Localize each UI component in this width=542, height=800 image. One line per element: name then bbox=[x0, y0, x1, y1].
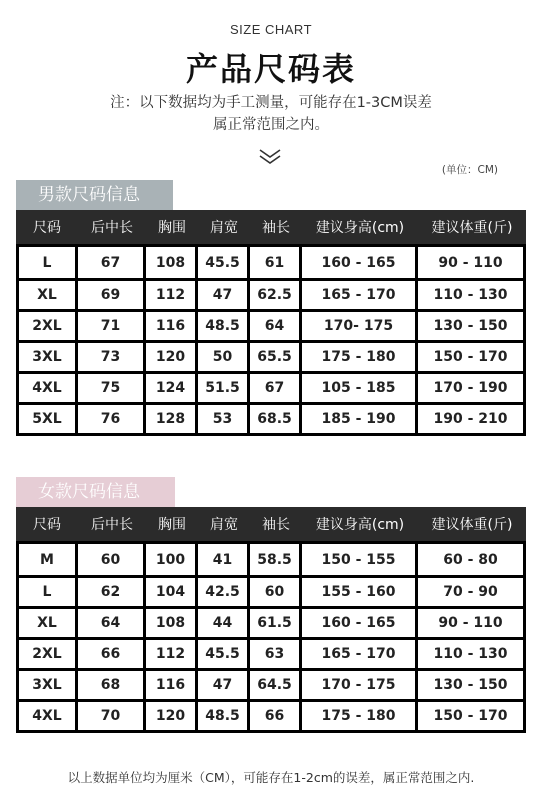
table-cell: 66 bbox=[78, 640, 146, 671]
table-cell: 160 - 165 bbox=[302, 244, 418, 281]
table-cell: 45.5 bbox=[198, 244, 250, 281]
size-cell: L bbox=[16, 578, 78, 609]
size-cell: 2XL bbox=[16, 640, 78, 671]
table-cell: 64 bbox=[250, 312, 302, 343]
size-cell: XL bbox=[16, 609, 78, 640]
table-cell: 175 - 180 bbox=[302, 343, 418, 374]
men-column-header: 建议身高(cm) bbox=[302, 210, 418, 244]
table-cell: 130 - 150 bbox=[418, 312, 526, 343]
table-cell: 68.5 bbox=[250, 405, 302, 436]
table-cell: 62.5 bbox=[250, 281, 302, 312]
table-cell: 63 bbox=[250, 640, 302, 671]
table-cell: 108 bbox=[146, 609, 198, 640]
page-title: 产品尺码表 bbox=[185, 50, 356, 88]
measurement-note bbox=[0, 92, 542, 136]
women-table-header-row bbox=[16, 507, 526, 541]
table-row bbox=[16, 244, 526, 281]
women-size-table-container bbox=[16, 507, 526, 733]
table-cell: 71 bbox=[78, 312, 146, 343]
women-section-label: 女款尺码信息 bbox=[16, 477, 175, 507]
women-table-body bbox=[16, 541, 526, 733]
men-column-header: 尺码 bbox=[16, 210, 78, 244]
women-column-header: 后中长 bbox=[78, 507, 146, 541]
table-cell: 108 bbox=[146, 244, 198, 281]
table-cell: 110 - 130 bbox=[418, 640, 526, 671]
table-cell: 60 bbox=[78, 541, 146, 578]
table-cell: 150 - 170 bbox=[418, 702, 526, 733]
table-row bbox=[16, 374, 526, 405]
table-cell: 64.5 bbox=[250, 671, 302, 702]
size-cell: 4XL bbox=[16, 374, 78, 405]
women-size-table bbox=[16, 507, 526, 733]
table-row bbox=[16, 671, 526, 702]
table-row bbox=[16, 609, 526, 640]
table-cell: 112 bbox=[146, 281, 198, 312]
table-cell: 67 bbox=[250, 374, 302, 405]
table-cell: 104 bbox=[146, 578, 198, 609]
table-cell: 170 - 175 bbox=[302, 671, 418, 702]
table-cell: 160 - 165 bbox=[302, 609, 418, 640]
table-cell: 67 bbox=[78, 244, 146, 281]
table-cell: 90 - 110 bbox=[418, 609, 526, 640]
measurement-note-line-2: 属正常范围之内。 bbox=[213, 117, 329, 133]
table-cell: 112 bbox=[146, 640, 198, 671]
table-cell: 50 bbox=[198, 343, 250, 374]
table-row bbox=[16, 312, 526, 343]
men-section-label: 男款尺码信息 bbox=[16, 180, 173, 210]
men-column-header: 袖长 bbox=[250, 210, 302, 244]
table-row bbox=[16, 343, 526, 374]
women-column-header: 袖长 bbox=[250, 507, 302, 541]
size-cell: M bbox=[16, 541, 78, 578]
women-column-header: 尺码 bbox=[16, 507, 78, 541]
table-cell: 66 bbox=[250, 702, 302, 733]
table-cell: 42.5 bbox=[198, 578, 250, 609]
men-table-header-row bbox=[16, 210, 526, 244]
size-cell: XL bbox=[16, 281, 78, 312]
table-cell: 116 bbox=[146, 312, 198, 343]
table-row bbox=[16, 640, 526, 671]
women-column-header: 建议身高(cm) bbox=[302, 507, 418, 541]
men-table-body bbox=[16, 244, 526, 436]
men-column-header: 肩宽 bbox=[198, 210, 250, 244]
table-cell: 61.5 bbox=[250, 609, 302, 640]
table-cell: 73 bbox=[78, 343, 146, 374]
table-cell: 51.5 bbox=[198, 374, 250, 405]
table-cell: 48.5 bbox=[198, 312, 250, 343]
table-cell: 90 - 110 bbox=[418, 244, 526, 281]
table-cell: 47 bbox=[198, 671, 250, 702]
table-cell: 48.5 bbox=[198, 702, 250, 733]
table-row bbox=[16, 405, 526, 436]
table-cell: 116 bbox=[146, 671, 198, 702]
double-chevron-down-icon bbox=[258, 148, 282, 166]
table-cell: 155 - 160 bbox=[302, 578, 418, 609]
table-cell: 175 - 180 bbox=[302, 702, 418, 733]
table-cell: 60 - 80 bbox=[418, 541, 526, 578]
table-cell: 65.5 bbox=[250, 343, 302, 374]
women-column-header: 胸围 bbox=[146, 507, 198, 541]
table-cell: 53 bbox=[198, 405, 250, 436]
table-cell: 150 - 155 bbox=[302, 541, 418, 578]
table-cell: 150 - 170 bbox=[418, 343, 526, 374]
table-cell: 190 - 210 bbox=[418, 405, 526, 436]
size-cell: 3XL bbox=[16, 343, 78, 374]
men-size-table bbox=[16, 210, 526, 436]
table-cell: 185 - 190 bbox=[302, 405, 418, 436]
unit-label: (单位：CM) bbox=[441, 164, 498, 176]
table-cell: 124 bbox=[146, 374, 198, 405]
table-cell: 44 bbox=[198, 609, 250, 640]
table-cell: 70 - 90 bbox=[418, 578, 526, 609]
table-cell: 120 bbox=[146, 702, 198, 733]
table-cell: 62 bbox=[78, 578, 146, 609]
table-row bbox=[16, 702, 526, 733]
table-cell: 58.5 bbox=[250, 541, 302, 578]
table-cell: 120 bbox=[146, 343, 198, 374]
table-cell: 60 bbox=[250, 578, 302, 609]
measurement-note-line-1: 注：以下数据均为手工测量，可能存在1-3CM误差 bbox=[110, 95, 432, 111]
women-column-header: 肩宽 bbox=[198, 507, 250, 541]
men-column-header: 后中长 bbox=[78, 210, 146, 244]
table-cell: 45.5 bbox=[198, 640, 250, 671]
table-cell: 170 - 190 bbox=[418, 374, 526, 405]
table-cell: 128 bbox=[146, 405, 198, 436]
table-cell: 165 - 170 bbox=[302, 281, 418, 312]
size-cell: 4XL bbox=[16, 702, 78, 733]
table-cell: 68 bbox=[78, 671, 146, 702]
men-column-header: 建议体重(斤) bbox=[418, 210, 526, 244]
table-cell: 61 bbox=[250, 244, 302, 281]
table-cell: 69 bbox=[78, 281, 146, 312]
table-cell: 170- 175 bbox=[302, 312, 418, 343]
table-row bbox=[16, 541, 526, 578]
table-row bbox=[16, 281, 526, 312]
size-cell: 3XL bbox=[16, 671, 78, 702]
table-cell: 75 bbox=[78, 374, 146, 405]
table-cell: 105 - 185 bbox=[302, 374, 418, 405]
size-cell: L bbox=[16, 244, 78, 281]
table-cell: 64 bbox=[78, 609, 146, 640]
size-chart-eyebrow: SIZE CHART bbox=[229, 22, 313, 37]
table-cell: 130 - 150 bbox=[418, 671, 526, 702]
table-cell: 41 bbox=[198, 541, 250, 578]
table-row bbox=[16, 578, 526, 609]
footer-note: 以上数据单位均为厘米（CM），可能存在1-2cm的误差，属正常范围之内. bbox=[67, 770, 475, 785]
table-cell: 47 bbox=[198, 281, 250, 312]
size-cell: 5XL bbox=[16, 405, 78, 436]
table-cell: 76 bbox=[78, 405, 146, 436]
table-cell: 165 - 170 bbox=[302, 640, 418, 671]
women-column-header: 建议体重(斤) bbox=[418, 507, 526, 541]
table-cell: 110 - 130 bbox=[418, 281, 526, 312]
table-cell: 70 bbox=[78, 702, 146, 733]
size-cell: 2XL bbox=[16, 312, 78, 343]
table-cell: 100 bbox=[146, 541, 198, 578]
men-column-header: 胸围 bbox=[146, 210, 198, 244]
men-size-table-container bbox=[16, 210, 526, 436]
